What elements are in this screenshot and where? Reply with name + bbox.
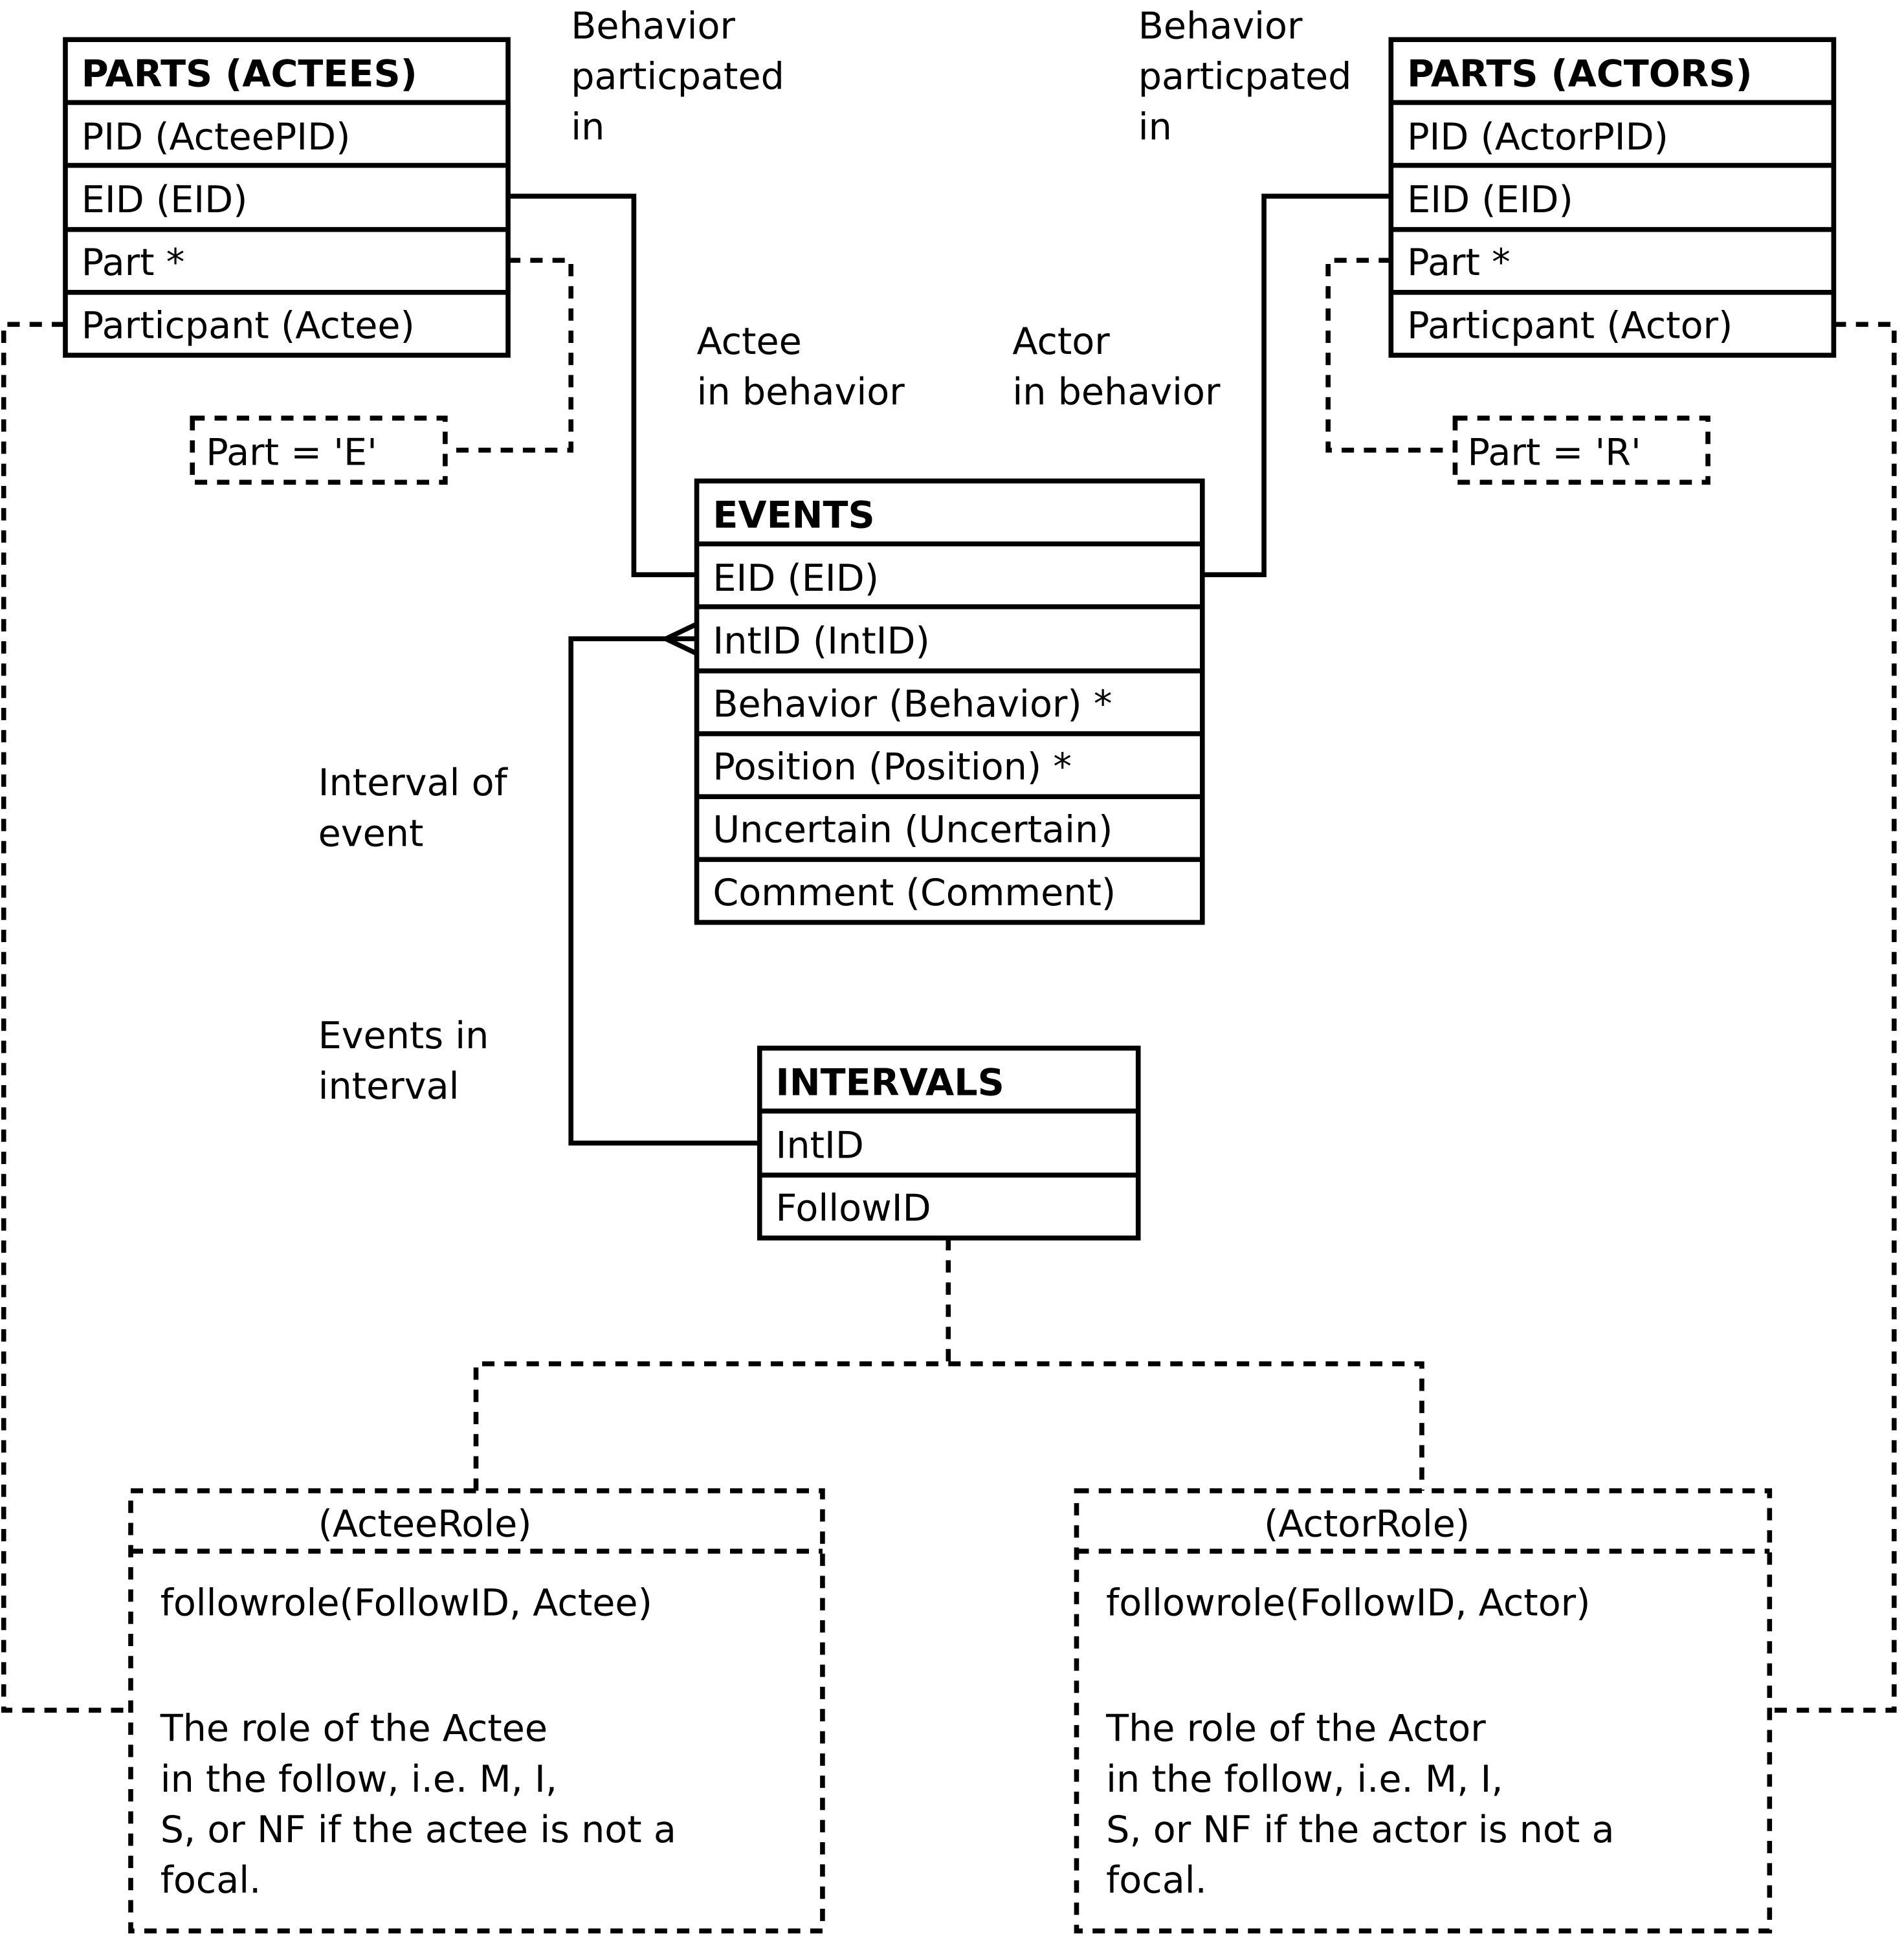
- role-description: S, or NF if the actor is not a: [1106, 1808, 1615, 1851]
- field: EID (EID): [81, 178, 248, 221]
- role-function: followrole(FollowID, Actee): [160, 1581, 652, 1625]
- svg-text:Actor: Actor: [1012, 320, 1110, 364]
- label-events-in-interval: [318, 1015, 489, 1108]
- condition-actee: [192, 418, 445, 482]
- role-description: focal.: [1106, 1859, 1207, 1902]
- svg-text:Actee: Actee: [696, 320, 802, 364]
- field: Uncertain (Uncertain): [713, 808, 1113, 852]
- role-description: The role of the Actee: [160, 1707, 548, 1750]
- followid-branch: [476, 1364, 1422, 1491]
- svg-text:interval: interval: [318, 1064, 459, 1108]
- role-description: in the follow, i.e. M, I,: [160, 1757, 558, 1801]
- label-behavior-left: [571, 5, 784, 148]
- field: EID (EID): [713, 556, 880, 600]
- svg-text:Events in: Events in: [318, 1014, 489, 1057]
- participant-link-actee: [4, 324, 131, 1710]
- condition-text: Part = 'E': [206, 431, 377, 474]
- table-title: PARTS (ACTEES): [81, 52, 417, 96]
- role-function: followrole(FollowID, Actor): [1106, 1581, 1591, 1625]
- label-actee-in-behavior: [697, 320, 905, 413]
- field: IntID (IntID): [713, 620, 930, 663]
- table-events[interactable]: [697, 481, 1202, 922]
- field: EID (EID): [1407, 178, 1573, 221]
- field: Comment (Comment): [713, 871, 1116, 914]
- svg-text:Interval of: Interval of: [318, 762, 507, 805]
- svg-text:Behavior: Behavior: [1138, 5, 1303, 48]
- table-title: PARTS (ACTORS): [1407, 52, 1753, 96]
- role-description: The role of the Actor: [1106, 1707, 1486, 1750]
- table-parts-actees[interactable]: [65, 39, 508, 355]
- svg-text:in: in: [1138, 105, 1172, 149]
- role-description: focal.: [160, 1859, 261, 1902]
- field: Part *: [1407, 241, 1511, 285]
- role-actee[interactable]: [131, 1491, 823, 1931]
- table-title: INTERVALS: [775, 1061, 1004, 1105]
- field: Part *: [81, 241, 185, 285]
- role-actor[interactable]: [1076, 1491, 1769, 1931]
- condition-actor: [1455, 418, 1708, 482]
- svg-text:event: event: [318, 812, 424, 855]
- field: Behavior (Behavior) *: [713, 683, 1113, 726]
- role-title: (ActorRole): [1264, 1502, 1470, 1546]
- field: Particpant (Actor): [1407, 304, 1733, 347]
- relation-actee-event: [508, 196, 697, 575]
- table-title: EVENTS: [713, 494, 875, 537]
- condition-text: Part = 'R': [1467, 431, 1641, 474]
- svg-text:in: in: [571, 105, 605, 149]
- svg-text:particpated: particpated: [1138, 55, 1352, 98]
- field: PID (ActeePID): [81, 115, 351, 159]
- svg-text:in behavior: in behavior: [696, 371, 905, 414]
- svg-text:particpated: particpated: [571, 55, 784, 98]
- table-parts-actors[interactable]: [1391, 39, 1833, 355]
- field: FollowID: [775, 1187, 931, 1230]
- role-title: (ActeeRole): [318, 1502, 532, 1546]
- participant-link-actor: [1769, 324, 1894, 1710]
- relation-actor-event: [1202, 196, 1391, 575]
- field: Particpant (Actee): [81, 304, 415, 347]
- label-actor-in-behavior: [1012, 320, 1221, 413]
- label-behavior-right: [1138, 5, 1352, 148]
- label-interval-of-event: [318, 762, 509, 855]
- field: Position (Position) *: [713, 745, 1072, 789]
- table-intervals[interactable]: [760, 1048, 1138, 1238]
- role-description: S, or NF if the actee is not a: [160, 1808, 676, 1851]
- svg-text:Behavior: Behavior: [571, 5, 736, 48]
- field: PID (ActorPID): [1407, 115, 1668, 159]
- role-description: in the follow, i.e. M, I,: [1106, 1757, 1503, 1801]
- svg-text:in behavior: in behavior: [1012, 371, 1221, 414]
- field: IntID: [775, 1124, 864, 1167]
